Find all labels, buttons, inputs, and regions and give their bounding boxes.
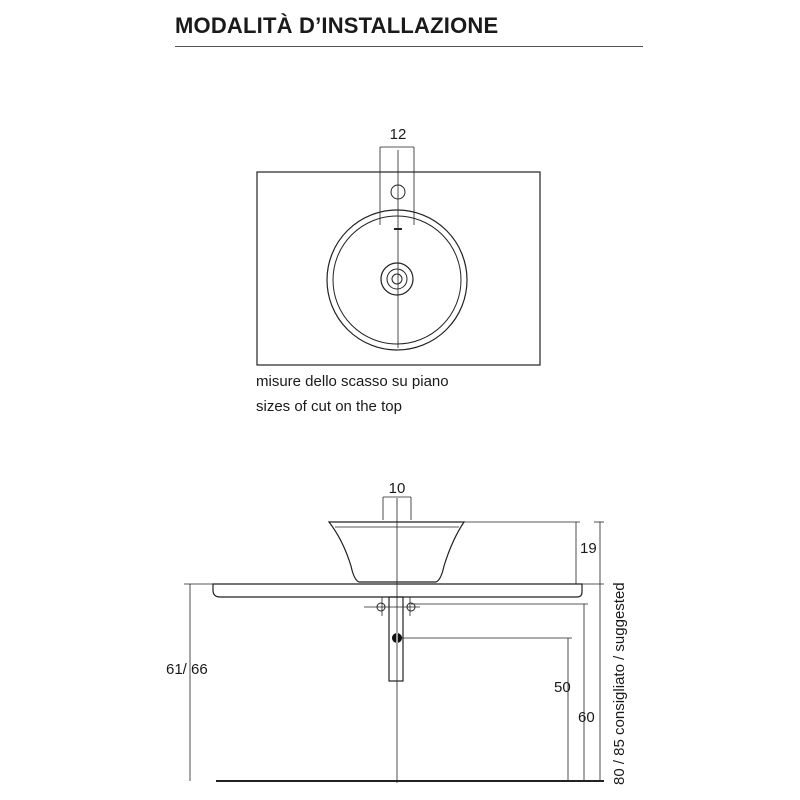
dim-80-85-label: 80 / 85 consigliato / suggested (611, 582, 628, 785)
countertop-slab (213, 584, 582, 597)
dim-19-label: 19 (580, 540, 597, 557)
dim-50-label: 50 (554, 679, 571, 696)
dim-10-label: 10 (388, 480, 406, 497)
cut-caption-it: misure dello scasso su piano (256, 373, 449, 390)
basin-inner-rim (333, 216, 461, 344)
dim-60-label: 60 (578, 709, 595, 726)
dim-12-label: 12 (389, 126, 407, 143)
cut-caption-en: sizes of cut on the top (256, 398, 402, 415)
basin-outer-rim (327, 210, 467, 350)
basin-bowl (329, 522, 464, 582)
dim-61-66-label: 61/ 66 (166, 661, 208, 678)
countertop-outline (257, 172, 540, 365)
page-title: MODALITÀ D’INSTALLAZIONE (175, 13, 499, 38)
top-view (257, 147, 540, 365)
drain-inner (392, 274, 402, 284)
drain-outer (381, 263, 413, 295)
drain-middle (387, 269, 407, 289)
